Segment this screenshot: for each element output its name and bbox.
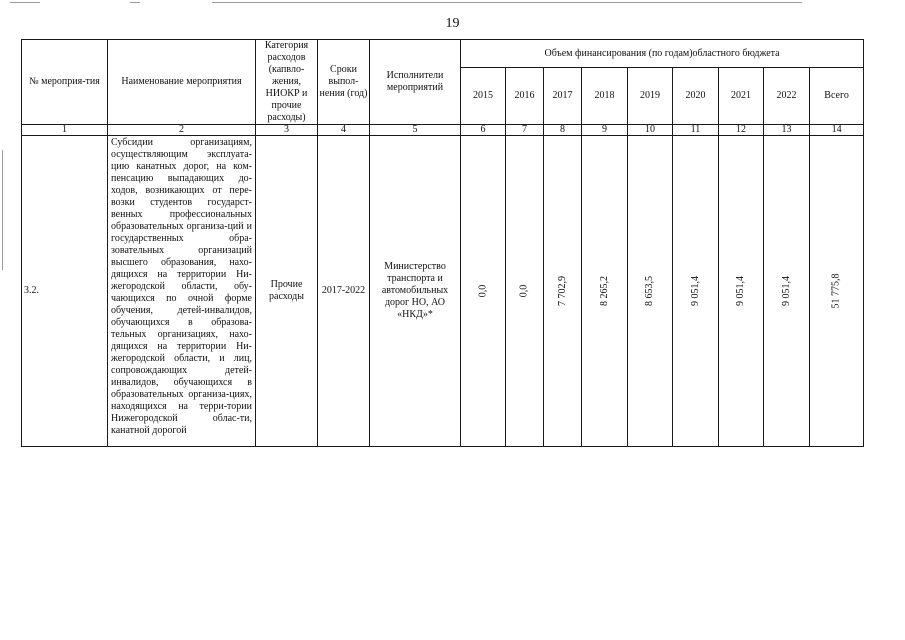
column-number: 7 xyxy=(506,125,544,136)
header-financing: Объем финансирования (по годам)областного бюджета xyxy=(461,40,864,68)
header-year: 2020 xyxy=(673,68,719,125)
row-value-cell xyxy=(719,136,764,447)
row-value: 8 265,2 xyxy=(598,276,610,306)
column-number: 5 xyxy=(370,125,461,136)
row-value: 9 051,4 xyxy=(780,276,792,306)
header-year: 2016 xyxy=(506,68,544,125)
column-number: 1 xyxy=(22,125,108,136)
column-number: 9 xyxy=(582,125,628,136)
financing-table xyxy=(21,39,864,447)
column-number: 11 xyxy=(673,125,719,136)
header-year: 2022 xyxy=(764,68,810,125)
header-year: 2018 xyxy=(582,68,628,125)
column-number: 6 xyxy=(461,125,506,136)
header-period: Сроки выпол-нения (год) xyxy=(318,40,370,125)
row-value-cell xyxy=(506,136,544,447)
row-value-cell xyxy=(764,136,810,447)
row-category: Прочие расходы xyxy=(256,136,318,447)
column-number: 2 xyxy=(108,125,256,136)
header-executors: Исполнители мероприятий xyxy=(370,40,461,125)
column-number: 3 xyxy=(256,125,318,136)
column-number: 10 xyxy=(628,125,673,136)
row-total-cell xyxy=(810,136,864,447)
header-year: 2017 xyxy=(544,68,582,125)
row-value: 9 051,4 xyxy=(735,276,746,306)
column-number-row xyxy=(22,125,864,136)
header-total: Всего xyxy=(810,68,864,125)
column-number: 14 xyxy=(810,125,864,136)
row-value-cell xyxy=(582,136,628,447)
page-number: 19 xyxy=(445,16,460,31)
row-value-cell xyxy=(544,136,582,447)
column-number: 13 xyxy=(764,125,810,136)
table-row xyxy=(22,136,864,447)
row-value-cell xyxy=(461,136,506,447)
header-category: Категория расходов (капвло-жения, НИОКР и прочие расходы) xyxy=(256,40,318,125)
row-total: 51 775,8 xyxy=(830,273,842,309)
row-period: 2017-2022 xyxy=(318,136,370,447)
scan-artifact-line xyxy=(10,2,40,3)
header-year: 2021 xyxy=(719,68,764,125)
row-executors: Министерство транспорта и автомобильных дорог НО, АО «НКД»* xyxy=(370,136,461,447)
header-year: 2015 xyxy=(461,68,506,125)
row-value: 0,0 xyxy=(477,284,488,298)
row-value: 7 702,9 xyxy=(556,276,568,306)
scan-artifact-line xyxy=(130,2,140,3)
header-row-1 xyxy=(22,40,864,68)
row-value: 9 051,4 xyxy=(689,276,701,306)
column-number: 4 xyxy=(318,125,370,136)
header-num: № мероприя-тия xyxy=(22,40,108,125)
scan-artifact-line xyxy=(212,2,802,3)
row-measure-name: Субсидии организациям, осуществляющим эксплуата-цию канатных дорог, на ком-пенсацию выпадающих до-ходов, возникающих от пере-возки студентов государст-венных профессиональных образовательных организа-ций и государственных обра-зовательных организаций высшего образования, нахо-дящихся на территории Ни-жегородской области, обу-чающихся по очной форме обучения, детей-инвалидов, обучающихся в образова-тельных организациях, нахо-дящихся на территории Ни-жегородской области, и лиц, сопровождающих детей-инвалидов, обучающихся в образовательных организа-циях, находящихся на терри-тории Нижегородской облас-ти, канатной дорогой xyxy=(108,136,256,447)
scan-artifact-line xyxy=(2,150,3,270)
row-value: 8 653,5 xyxy=(644,276,655,306)
column-number: 8 xyxy=(544,125,582,136)
row-value-cell xyxy=(673,136,719,447)
row-number: 3.2. xyxy=(22,136,108,447)
row-value-cell xyxy=(628,136,673,447)
column-number: 12 xyxy=(719,125,764,136)
header-year: 2019 xyxy=(628,68,673,125)
header-name: Наименование мероприятия xyxy=(108,40,256,125)
row-value: 0,0 xyxy=(518,284,530,298)
